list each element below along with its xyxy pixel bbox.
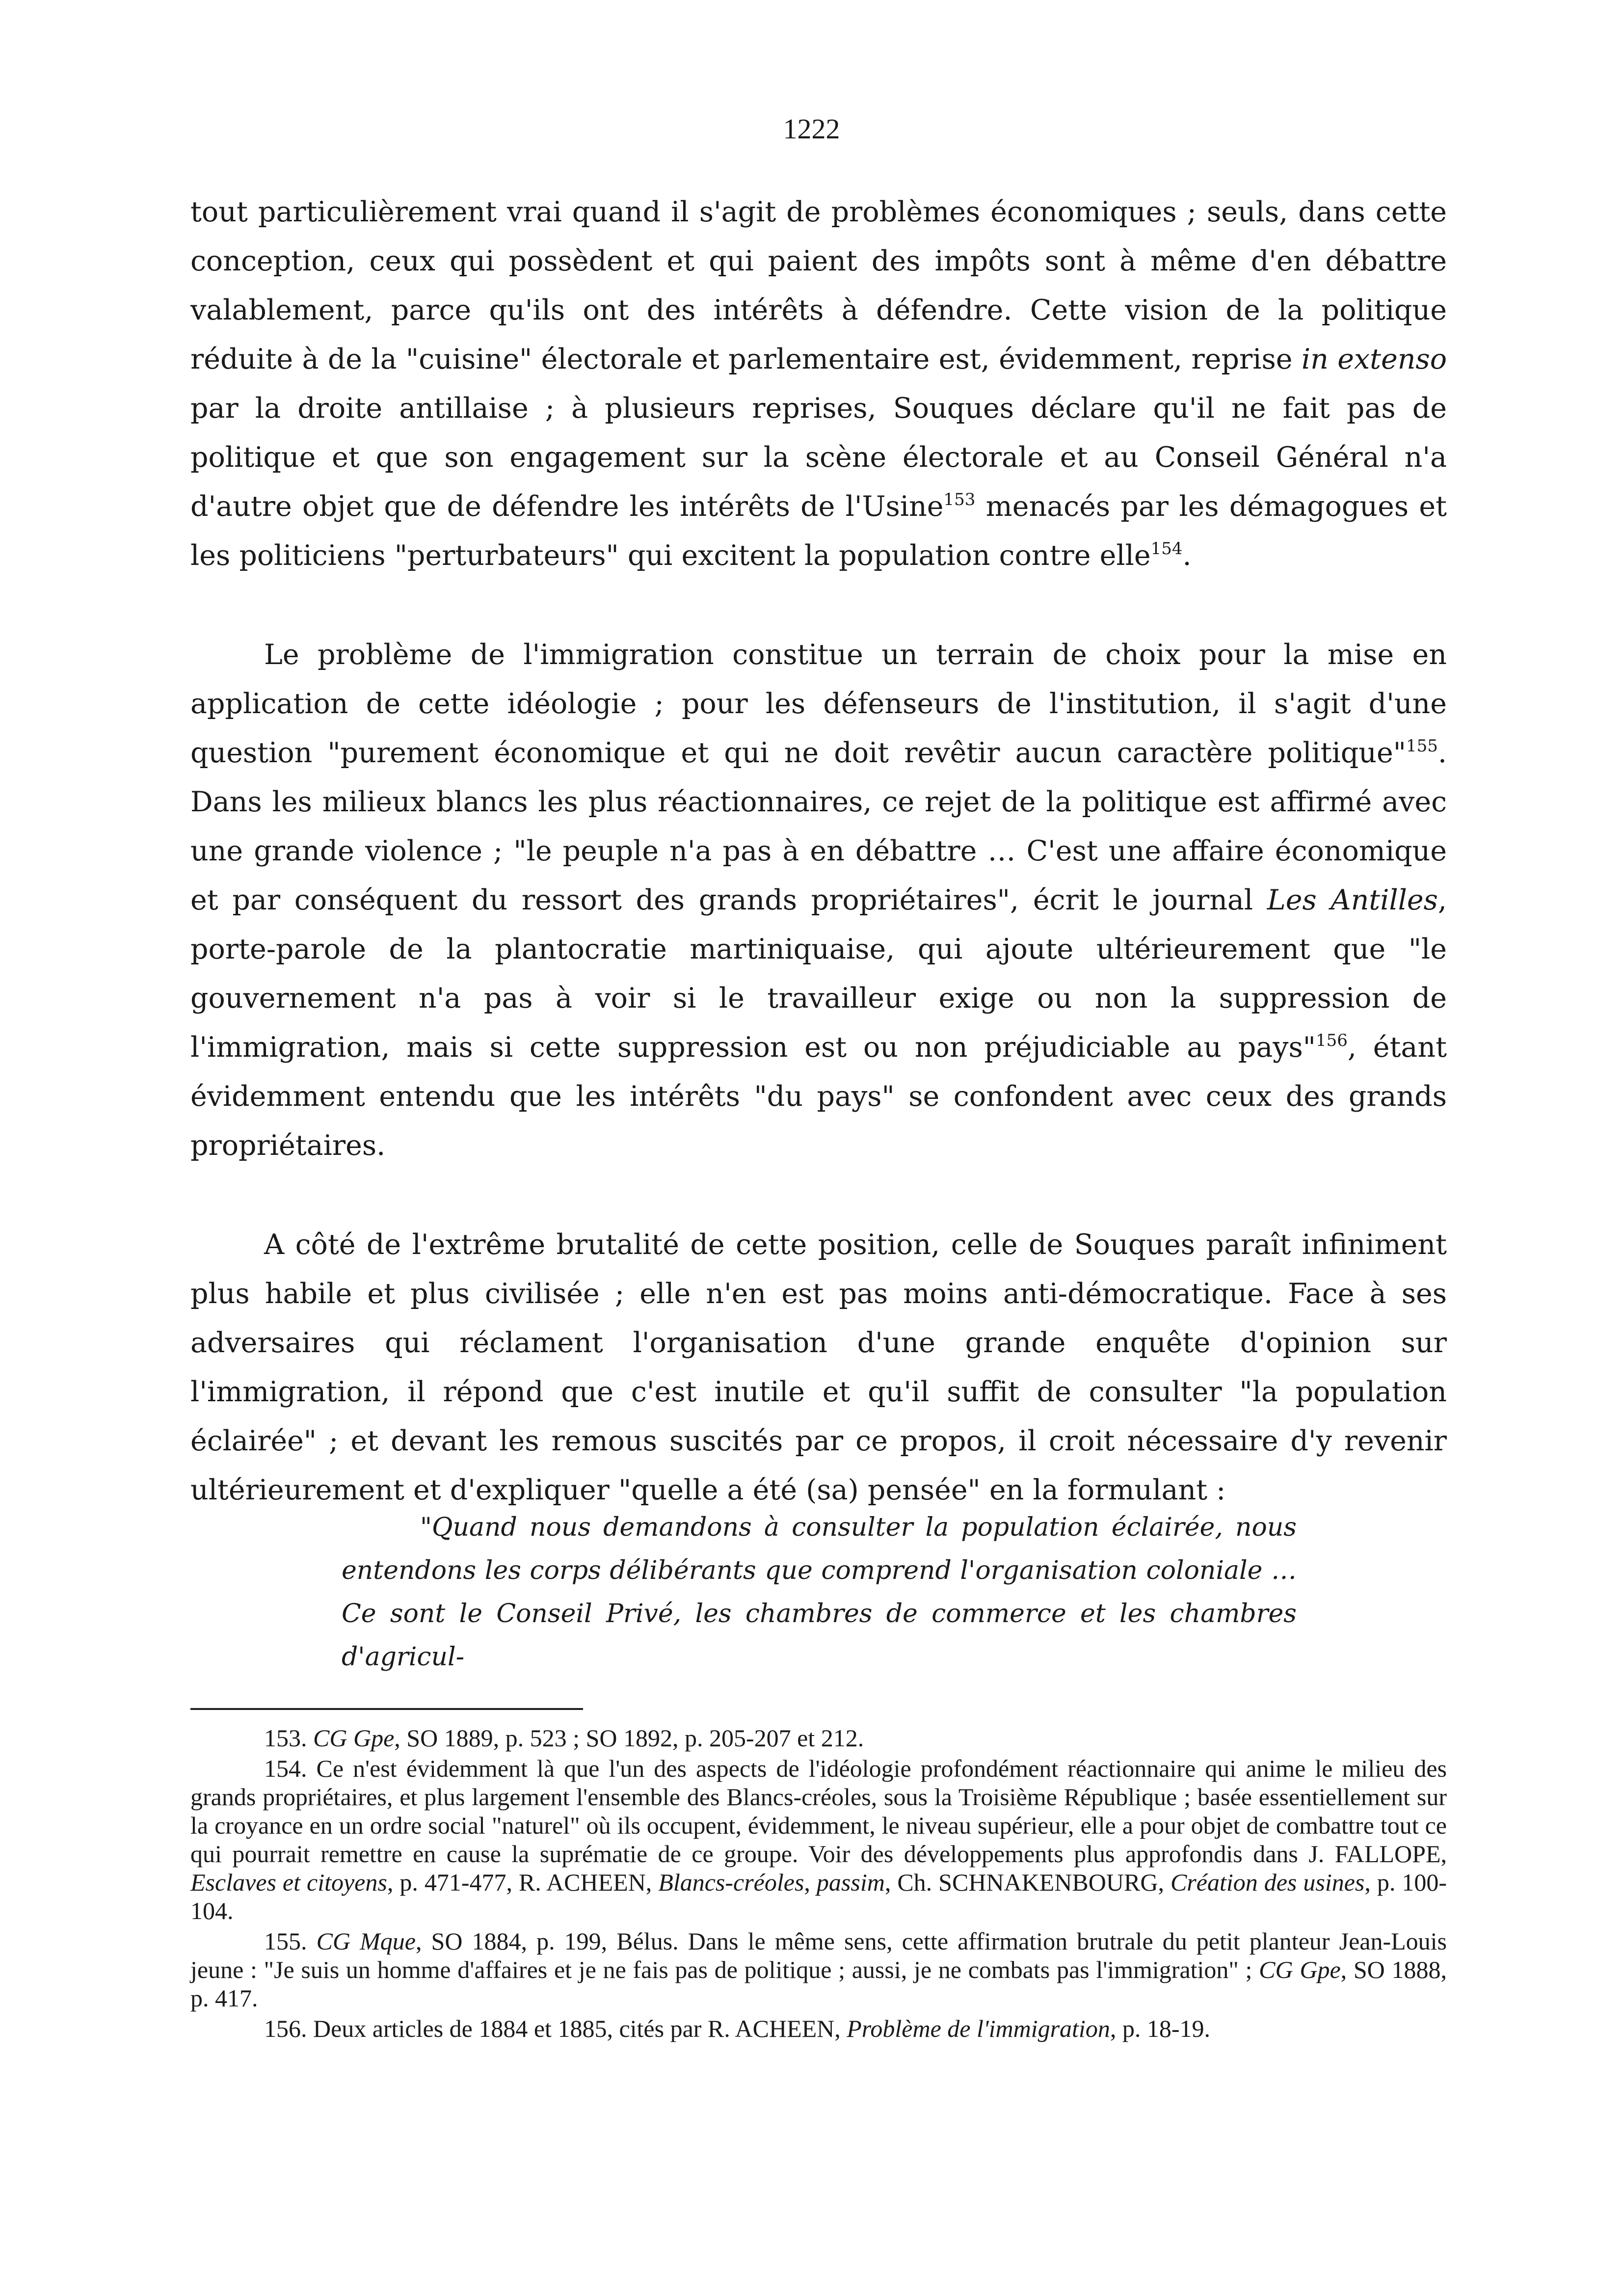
paragraph-3: A côté de l'extrême brutalité de cette position, celle de Souques paraît infiniment plus habile et plus civilisée ; elle n'en est pas moins anti-démocratique. Face à ses adversaires qui réclament l'organisation d'une grande enquête d'opinion sur l'immigration, il répond que c'est inutile et qu'il suffit de consulter "la population éclairée" ; et devant les remous suscités par ce propos, il croit nécessaire d'y revenir ultérieurement et d'expliquer "quelle a été (sa) pensée" en la formulant :: [190, 1228, 1447, 1506]
text-run: 156. Deux articles de 1884 et 1885, cités par R. ACHEEN,: [264, 2015, 847, 2042]
text-run: , porte-parole de la plantocratie martiniquaise, qui ajoute ultérieurement que "le gouvernement n'a pas à voir si le travailleur exige ou non la suppression de l'immigration, mais si cette suppression est ou non préjudiciable au pays": [190, 884, 1447, 1064]
block-quote: "Quand nous demandons à consulter la population éclairée, nous entendons les corps délibérants que comprend l'organisation coloniale … Ce sont le Conseil Privé, les chambres de commerce et les chambres d'agricul-: [342, 1513, 1297, 1672]
text-run: , SO 1884, p. 199, Bélus. Dans le même sens, cette affirmation brutrale du petit planteur Jean-Louis jeune : "Je suis un homme d'affaires et je ne fais pas de politique ; aussi, je ne combats pas l'immigration" ;: [190, 1927, 1447, 1983]
page-number: 1222: [783, 113, 840, 145]
italic-run: Blancs-créoles: [658, 1869, 804, 1896]
footnote-154: [190, 1754, 1447, 1925]
italic-run: Les Antilles: [1267, 884, 1438, 916]
italic-run: CG Mque: [316, 1927, 416, 1955]
text-run: par la droite antillaise ; à plusieurs reprises, Souques déclare qu'il ne fait pas de politique et que son engagement sur la scène électorale et au Conseil Général n'a d'autre objet que de défendre les intérêts de l'Usine: [190, 392, 1447, 523]
text-run: . Dans les milieux blancs les plus réactionnaires, ce rejet de la politique est affirmé avec une grande violence ; "le peuple n'a pas à en débattre … C'est une affaire économique et par conséquent du ressort des grands propriétaires", écrit le journal: [190, 737, 1447, 916]
footnote-ref-153[interactable]: 153: [943, 489, 976, 509]
footnote-156: [190, 2014, 1447, 2043]
text-run: , Ch. SCHNAKENBOURG,: [884, 1869, 1171, 1896]
footnotes: [190, 1724, 1447, 2045]
footnote-separator: [190, 1708, 583, 1710]
text-run: menacés par les démagogues et les politiciens "perturbateurs" qui excitent la population contre elle: [190, 490, 1447, 572]
text-run: , p. 100-104.: [190, 1869, 1447, 1924]
text-run: , étant évidemment entendu que les intérêts "du pays" se confondent avec ceux des grands propriétaires.: [190, 1031, 1447, 1162]
italic-run: CG Gpe: [1259, 1956, 1341, 1983]
text-run: Le problème de l'immigration constitue un terrain de choix pour la mise en application de cette idéologie ; pour les défenseurs de l'institution, il s'agit d'une question "purement économique et qui ne doit revêtir aucun caractère politique": [190, 639, 1447, 769]
italic-run: in extenso: [1301, 343, 1447, 375]
text-run: , SO 1889, p. 523 ; SO 1892, p. 205-207 et 212.: [394, 1724, 864, 1752]
footnote-153: [190, 1724, 1447, 1752]
paragraph-1: [190, 187, 1447, 580]
footnote-ref-155[interactable]: 155: [1406, 736, 1438, 756]
text-run: 154. Ce n'est évidemment là que l'un des aspects de l'idéologie profondément réactionnaire qui anime le milieu des grands propriétaires, et plus largement l'ensemble des Blancs-créoles, sous la Troisième République ; basée essentiellement sur la croyance en un ordre social "naturel" où ils occupent, évidemment, le niveau supérieur, elle a pour objet de combattre tout ce qui pourrait remettre en cause la suprématie de ce groupe. Voir des développements plus approfondis dans J. FALLOPE,: [190, 1755, 1447, 1868]
text-run: .: [1182, 539, 1192, 572]
text-run: 153.: [264, 1724, 313, 1752]
italic-run: passim: [816, 1869, 885, 1896]
footnote-ref-154[interactable]: 154: [1150, 538, 1183, 559]
footnote-155: [190, 1927, 1447, 2012]
text-run: , SO 1888, p. 417.: [190, 1956, 1447, 2012]
main-text: [190, 187, 1447, 1565]
italic-run: Problème de l'immigration: [847, 2015, 1110, 2042]
text-run: ,: [804, 1869, 817, 1896]
text-run: tout particulièrement vrai quand il s'agit de problèmes économiques ; seuls, dans cette conception, ceux qui possèdent et qui paient des impôts sont à même d'en débattre valablement, parce qu'ils ont des intérêts à défendre. Cette vision de la politique réduite à de la "cuisine" électorale et parlementaire est, évidemment, reprise: [190, 196, 1447, 375]
italic-run: Esclaves et citoyens: [190, 1869, 387, 1896]
text-run: , p. 471-477, R. ACHEEN,: [387, 1869, 659, 1896]
paragraph-2: [190, 630, 1447, 1170]
footnote-ref-156[interactable]: 156: [1315, 1030, 1348, 1050]
italic-run: Création des usines: [1170, 1869, 1365, 1896]
text-run: , p. 18-19.: [1110, 2015, 1210, 2042]
italic-run: CG Gpe: [313, 1724, 395, 1752]
text-run: 155.: [264, 1927, 317, 1955]
